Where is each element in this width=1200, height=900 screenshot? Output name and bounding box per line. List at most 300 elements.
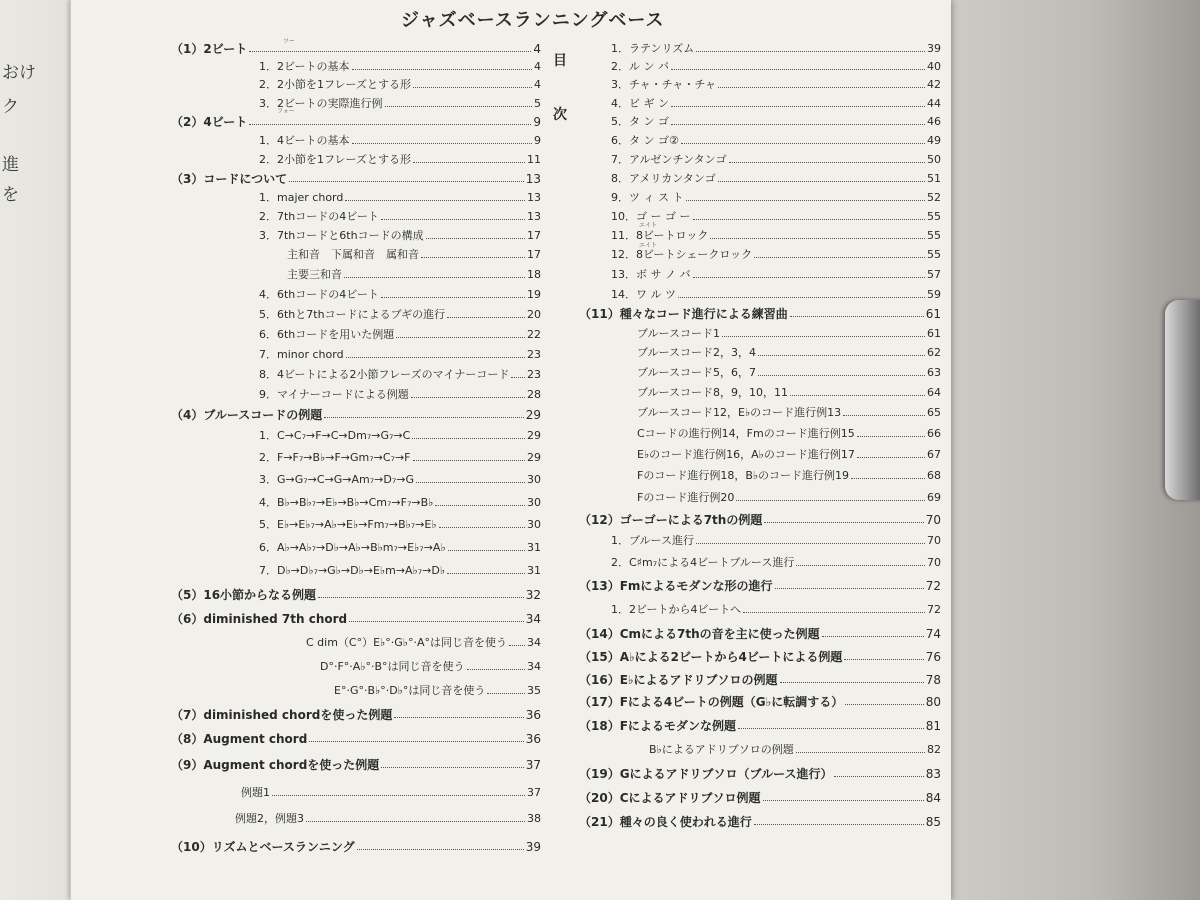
toc-page-number: 61: [925, 307, 941, 321]
toc-entry-title: 4．6thコードの4ビート: [259, 288, 379, 301]
toc-page-number: 61: [927, 327, 941, 340]
toc-entry-title: 10．ゴ ー ゴ ー: [611, 210, 691, 223]
toc-entry: [637, 325, 941, 343]
toc-page-number: 23: [527, 368, 541, 381]
toc-entry: [579, 789, 941, 807]
toc-page-number: 4: [533, 42, 541, 56]
toc-entry: [235, 810, 541, 828]
toc-entry: [259, 539, 541, 557]
toc-entry-title: 4．B♭→B♭₇→E♭→B♭→Cm₇→F₇→B♭: [259, 496, 434, 509]
leader-dots: [696, 536, 925, 544]
toc-entry-title: （12）ゴーゴーによる7thの例題: [579, 513, 763, 527]
leader-dots: [718, 174, 925, 182]
toc-entry: [259, 58, 541, 76]
toc-page-number: 29: [527, 429, 541, 442]
toc-entry: [287, 266, 541, 284]
leader-dots: [345, 193, 525, 201]
toc-entry-title: B♭によるアドリブソロの例題: [649, 743, 794, 756]
toc-entry: [259, 151, 541, 169]
leader-dots: [324, 410, 523, 418]
toc-entry: [171, 838, 541, 856]
toc-page-number: 85: [925, 815, 941, 829]
leader-dots: [718, 80, 925, 88]
toc-entry-title: 5．6thと7thコードによるブギの進行: [259, 308, 446, 321]
toc-entry: [611, 132, 941, 150]
leader-dots: [421, 250, 525, 258]
toc-entry-title: （9）Augment chordを使った例題: [171, 758, 380, 772]
toc-entry: [611, 208, 941, 226]
toc-page-number: 40: [927, 60, 941, 73]
toc-page-number: 13: [527, 210, 541, 223]
toc-entry-title: 8．4ビートによる2小節フレーズのマイナーコード: [259, 368, 510, 381]
toc-page-number: 31: [527, 564, 541, 577]
toc-entry-title: 3．2ビートの実際進行例: [259, 97, 383, 110]
toc-page-number: 70: [925, 513, 941, 527]
toc-entry-title: 7．minor chord: [259, 348, 344, 361]
toc-entry: [259, 189, 541, 207]
leader-dots: [381, 290, 525, 298]
leader-dots: [289, 174, 524, 182]
toc-page-number: 55: [927, 248, 941, 261]
toc-entry: [579, 305, 941, 323]
left-page-fragment: ク: [2, 97, 19, 117]
toc-entry-title: E°·G°·B♭°·D♭°は同じ音を使う: [334, 684, 486, 697]
toc-entry-title: （6）diminished 7th chord: [171, 612, 348, 626]
toc-page-number: 4: [534, 78, 541, 91]
leader-dots: [738, 721, 924, 729]
toc-entry-title: 2．2小節を1フレーズとする形: [259, 153, 412, 166]
toc-entry: [259, 227, 541, 245]
toc-entry-title: 12．8ビートシェークロック: [611, 248, 753, 261]
toc-page-number: 59: [927, 288, 941, 301]
toc-entry-title: ブルースコード2，3，4: [637, 346, 757, 359]
page-title: ジャズベースランニングベース: [401, 10, 665, 31]
toc-entry: [611, 151, 941, 169]
toc-entry: [171, 586, 541, 604]
toc-entry-title: 13．ボ サ ノ バ: [611, 268, 691, 281]
leader-dots: [671, 62, 925, 70]
leader-dots: [857, 450, 925, 458]
leader-dots: [758, 368, 925, 376]
leader-dots: [413, 155, 525, 163]
leader-dots: [764, 515, 923, 523]
toc-page-number: 23: [527, 348, 541, 361]
toc-page-number: 69: [927, 491, 941, 504]
toc-page-number: 38: [527, 812, 541, 825]
leader-dots: [822, 629, 924, 637]
toc-entry: [611, 286, 941, 304]
leader-dots: [843, 408, 925, 416]
toc-entry-title: 2．C♯m₇による4ビートブルース進行: [611, 556, 795, 569]
toc-entry-title: 3．チャ・チャ・チャ: [611, 78, 717, 91]
toc-page-number: 83: [925, 767, 941, 781]
toc-entry-title: 8．アメリカンタンゴ: [611, 172, 716, 185]
leader-dots: [790, 388, 925, 396]
leader-dots: [754, 817, 924, 825]
toc-entry: [171, 756, 541, 774]
toc-entry: [579, 765, 941, 783]
toc-entry-title: 1．majer chord: [259, 191, 344, 204]
leader-dots: [385, 99, 532, 107]
toc-entry-title: 4．ビ ギ ン: [611, 97, 669, 110]
toc-entry-title: Fのコード進行例18，B♭のコード進行例19: [637, 469, 850, 482]
toc-entry: [259, 516, 541, 534]
toc-entry: [579, 511, 941, 529]
toc-entry-title: 2．ル ン バ: [611, 60, 669, 73]
toc-entry-title: 6．A♭→A♭₇→D♭→A♭→B♭m₇→E♭₇→A♭: [259, 541, 446, 554]
toc-page-number: 4: [534, 60, 541, 73]
leader-dots: [851, 471, 925, 479]
leader-dots: [743, 605, 925, 613]
leader-dots: [763, 793, 924, 801]
toc-page-number: 49: [927, 134, 941, 147]
toc-page-number: 11: [527, 153, 541, 166]
toc-entry-title: （1）2ビート: [171, 42, 248, 56]
leader-dots: [722, 329, 925, 337]
leader-dots: [693, 270, 926, 278]
toc-entry: [637, 425, 941, 443]
leader-dots: [447, 566, 525, 574]
toc-page-number: 22: [527, 328, 541, 341]
toc-entry: [579, 577, 941, 595]
leader-dots: [394, 710, 523, 718]
toc-page-number: 28: [527, 388, 541, 401]
toc-page-number: 17: [527, 248, 541, 261]
toc-entry: [637, 384, 941, 402]
toc-entry-title: C dim（C°）E♭°·G♭°·A°は同じ音を使う: [306, 636, 507, 649]
toc-entry: [259, 562, 541, 580]
toc-entry-title: 7．アルゼンチンタンゴ: [611, 153, 727, 166]
toc-entry-title: 11．8ビートロック: [611, 229, 709, 242]
toc-entry-title: 3．7thコードと6thコードの構成: [259, 229, 424, 242]
leader-dots: [857, 429, 925, 437]
toc-entry: [259, 366, 541, 384]
toc-entry: [259, 132, 541, 150]
toc-entry-title: 7．D♭→D♭₇→G♭→D♭→E♭m→A♭₇→D♭: [259, 564, 446, 577]
toc-entry: [259, 286, 541, 304]
contents-heading-char: 目: [553, 53, 567, 69]
toc-page-number: 55: [927, 210, 941, 223]
leader-dots: [352, 62, 532, 70]
leader-dots: [448, 543, 525, 551]
toc-entry-title: 5．E♭→E♭₇→A♭→E♭→Fm₇→B♭₇→E♭: [259, 518, 437, 531]
leader-dots: [416, 475, 525, 483]
leader-dots: [349, 614, 524, 622]
ruby-text: ツー: [283, 38, 296, 45]
leader-dots: [796, 745, 925, 753]
toc-page-number: 30: [527, 496, 541, 509]
toc-page-number: 78: [925, 673, 941, 687]
toc-entry: [259, 326, 541, 344]
leader-dots: [693, 212, 926, 220]
leader-dots: [686, 193, 926, 201]
toc-entry-title: 6．6thコードを用いた例題: [259, 328, 395, 341]
toc-entry-title: （18）Fによるモダンな例題: [579, 719, 737, 733]
toc-entry: [611, 601, 941, 619]
toc-entry-title: 9．マイナーコードによる例題: [259, 388, 409, 401]
toc-entry: [171, 406, 541, 424]
toc-entry: [579, 625, 941, 643]
toc-entry: [579, 717, 941, 735]
toc-entry-title: 主和音 下属和音 属和音: [287, 248, 419, 261]
left-page-fragment: を: [2, 185, 19, 205]
ruby-text: エイト: [639, 242, 658, 249]
toc-entry: [259, 76, 541, 94]
toc-page-number: 30: [527, 473, 541, 486]
toc-entry: [259, 494, 541, 512]
leader-dots: [381, 212, 525, 220]
leader-dots: [435, 498, 525, 506]
leader-dots: [413, 80, 532, 88]
leader-dots: [487, 686, 525, 694]
toc-entry: [259, 427, 541, 445]
leader-dots: [309, 734, 523, 742]
toc-page-number: 44: [927, 97, 941, 110]
leader-dots: [681, 136, 925, 144]
toc-page-number: 32: [525, 588, 541, 602]
toc-entry: [579, 693, 941, 711]
left-page-fragment: 進: [2, 155, 19, 175]
toc-entry-title: ブルースコード5，6，7: [637, 366, 757, 379]
toc-entry: [637, 446, 941, 464]
toc-entry: [259, 471, 541, 489]
toc-entry: [649, 741, 941, 759]
toc-page-number: 37: [525, 758, 541, 772]
toc-entry: [171, 730, 541, 748]
toc-entry-title: 5．タ ン ゴ: [611, 115, 669, 128]
leader-dots: [678, 290, 925, 298]
toc-entry-title: 3．G→G₇→C→G→Am₇→D₇→G: [259, 473, 415, 486]
leader-dots: [736, 493, 925, 501]
toc-entry-title: （11）種々なコード進行による練習曲: [579, 307, 788, 321]
leader-dots: [729, 155, 925, 163]
toc-entry-title: （13）Fmによるモダンな形の進行: [579, 579, 773, 593]
toc-page-number: 29: [527, 451, 541, 464]
toc-page-number: 51: [927, 172, 941, 185]
toc-entry: [579, 813, 941, 831]
toc-page-number: 84: [925, 791, 941, 805]
toc-page-number: 63: [927, 366, 941, 379]
toc-page-number: 64: [927, 386, 941, 399]
toc-page-number: 5: [534, 97, 541, 110]
leader-dots: [426, 231, 525, 239]
leader-dots: [796, 558, 925, 566]
toc-page-number: 9: [534, 134, 541, 147]
toc-page-number: 50: [927, 153, 941, 166]
leader-dots: [775, 581, 924, 589]
toc-entry-title: Fのコード進行例20: [637, 491, 735, 504]
toc-page-number: 20: [527, 308, 541, 321]
toc-page-number: 74: [925, 627, 941, 641]
ruby-text: エイト: [639, 222, 658, 229]
toc-entry-title: （17）Fによる4ビートの例題（G♭に転調する）: [579, 695, 844, 709]
toc-entry-title: E♭のコード進行例16，A♭のコード進行例17: [637, 448, 855, 461]
toc-entry: [259, 386, 541, 404]
toc-entry-title: （10）リズムとベースランニング: [171, 840, 355, 854]
toc-entry-title: （16）E♭によるアドリブソロの例題: [579, 673, 778, 687]
toc-entry-title: 1．2ビートの基本: [259, 60, 350, 73]
leader-dots: [352, 136, 532, 144]
toc-entry-title: D°·F°·A♭°·B°は同じ音を使う: [320, 660, 465, 673]
background-pages: [935, 0, 1200, 900]
toc-entry: [306, 634, 541, 652]
toc-page-number: 29: [525, 408, 541, 422]
toc-page-number: 76: [925, 650, 941, 664]
toc-page-number: 34: [525, 612, 541, 626]
toc-entry: [334, 682, 541, 700]
leader-dots: [412, 431, 525, 439]
toc-entry: [241, 784, 541, 802]
toc-page-number: 70: [927, 534, 941, 547]
toc-entry-title: （4）ブルースコードの例題: [171, 408, 323, 422]
toc-entry: [611, 58, 941, 76]
leader-dots: [844, 652, 923, 660]
toc-entry-title: 1．ブルース進行: [611, 534, 695, 547]
toc-entry-title: ブルースコード8，9，10，11: [637, 386, 789, 399]
toc-entry-title: （19）Gによるアドリブソロ（ブルース進行）: [579, 767, 833, 781]
toc-entry: [171, 113, 541, 131]
toc-entry-title: ブルースコード12，E♭のコード進行例13: [637, 406, 842, 419]
toc-entry: [287, 246, 541, 264]
toc-page-number: 57: [927, 268, 941, 281]
toc-entry: [611, 113, 941, 131]
toc-entry-title: 1．2ビートから4ビートへ: [611, 603, 742, 616]
toc-page-number: 31: [527, 541, 541, 554]
toc-entry-title: （3）コードについて: [171, 172, 288, 186]
toc-entry: [611, 170, 941, 188]
toc-entry-title: 1．ラテンリズム: [611, 42, 695, 55]
toc-entry-title: 主要三和音: [287, 268, 342, 281]
toc-page-number: 36: [525, 708, 541, 722]
leader-dots: [758, 348, 925, 356]
leader-dots: [344, 270, 525, 278]
toc-entry: [611, 40, 941, 58]
leader-dots: [306, 814, 525, 822]
toc-entry: [259, 449, 541, 467]
toc-page-number: 81: [925, 719, 941, 733]
leader-dots: [754, 250, 925, 258]
toc-page-number: 80: [925, 695, 941, 709]
leader-dots: [396, 330, 525, 338]
toc-page-number: 66: [927, 427, 941, 440]
toc-page-number: 39: [927, 42, 941, 55]
toc-entry-title: 2．7thコードの4ビート: [259, 210, 379, 223]
toc-entry-title: 1．4ビートの基本: [259, 134, 350, 147]
contents-heading-char: 次: [553, 107, 567, 123]
leader-dots: [834, 769, 923, 777]
toc-entry-title: （8）Augment chord: [171, 732, 308, 746]
toc-entry: [611, 532, 941, 550]
toc-entry: [611, 246, 941, 264]
toc-entry-title: 9．ツ ィ ス ト: [611, 191, 684, 204]
toc-entry-title: （5）16小節からなる例題: [171, 588, 317, 602]
leader-dots: [411, 390, 525, 398]
toc-page-number: 9: [533, 115, 541, 129]
ruby-text: フォー: [277, 108, 295, 115]
toc-page-number: 30: [527, 518, 541, 531]
metal-clip: [1165, 300, 1200, 500]
leader-dots: [413, 453, 526, 461]
leader-dots: [780, 675, 924, 683]
toc-page-number: 55: [927, 229, 941, 242]
toc-entry: [637, 404, 941, 422]
toc-entry-title: 2．2小節を1フレーズとする形: [259, 78, 412, 91]
toc-page-number: 46: [927, 115, 941, 128]
toc-entry: [320, 658, 541, 676]
toc-page-number: 72: [925, 579, 941, 593]
toc-page-number: 82: [927, 743, 941, 756]
toc-page-number: 34: [527, 636, 541, 649]
toc-page-number: 35: [527, 684, 541, 697]
toc-entry-title: （21）種々の良く使われる進行: [579, 815, 752, 829]
toc-page-number: 34: [527, 660, 541, 673]
toc-entry: [637, 364, 941, 382]
toc-entry: [259, 95, 541, 113]
toc-entry: [611, 76, 941, 94]
toc-entry: [611, 227, 941, 245]
toc-entry: [259, 208, 541, 226]
toc-entry: [171, 170, 541, 188]
leader-dots: [272, 788, 525, 796]
toc-entry: [171, 40, 541, 58]
leader-dots: [346, 350, 525, 358]
toc-entry-title: 2．F→F₇→B♭→F→Gm₇→C₇→F: [259, 451, 411, 464]
contents-page: [70, 0, 951, 900]
toc-entry-title: （15）A♭による2ビートから4ビートによる例題: [579, 650, 843, 664]
leader-dots: [511, 370, 525, 378]
toc-page-number: 68: [927, 469, 941, 482]
toc-entry-title: Cコードの進行例14，Fmのコード進行例15: [637, 427, 855, 440]
leader-dots: [790, 309, 924, 317]
toc-entry: [171, 706, 541, 724]
toc-entry: [259, 346, 541, 364]
leader-dots: [249, 117, 531, 125]
toc-page-number: 18: [527, 268, 541, 281]
toc-entry-title: （20）Cによるアドリブソロ例題: [579, 791, 761, 805]
toc-entry: [637, 489, 941, 507]
toc-page-number: 37: [527, 786, 541, 799]
leader-dots: [845, 697, 923, 705]
toc-entry-title: 1．C→C₇→F→C→Dm₇→G₇→C: [259, 429, 411, 442]
leader-dots: [696, 44, 925, 52]
toc-page-number: 65: [927, 406, 941, 419]
toc-entry-title: ブルースコード1: [637, 327, 721, 340]
toc-entry-title: （2）4ビート: [171, 115, 248, 129]
toc-page-number: 19: [527, 288, 541, 301]
leader-dots: [671, 99, 925, 107]
leader-dots: [467, 662, 525, 670]
leader-dots: [671, 117, 925, 125]
toc-entry-title: 例題1: [241, 786, 270, 799]
toc-page-number: 39: [525, 840, 541, 854]
toc-page-number: 13: [527, 191, 541, 204]
leader-dots: [439, 520, 525, 528]
toc-entry: [637, 344, 941, 362]
toc-entry: [579, 648, 941, 666]
leader-dots: [318, 590, 524, 598]
toc-page-number: 42: [927, 78, 941, 91]
leader-dots: [381, 760, 523, 768]
toc-entry-title: （7）diminished chordを使った例題: [171, 708, 393, 722]
toc-entry: [611, 266, 941, 284]
toc-page-number: 17: [527, 229, 541, 242]
toc-entry: [611, 95, 941, 113]
toc-page-number: 13: [525, 172, 541, 186]
toc-entry: [611, 189, 941, 207]
toc-entry: [637, 467, 941, 485]
toc-page-number: 62: [927, 346, 941, 359]
toc-entry: [259, 306, 541, 324]
